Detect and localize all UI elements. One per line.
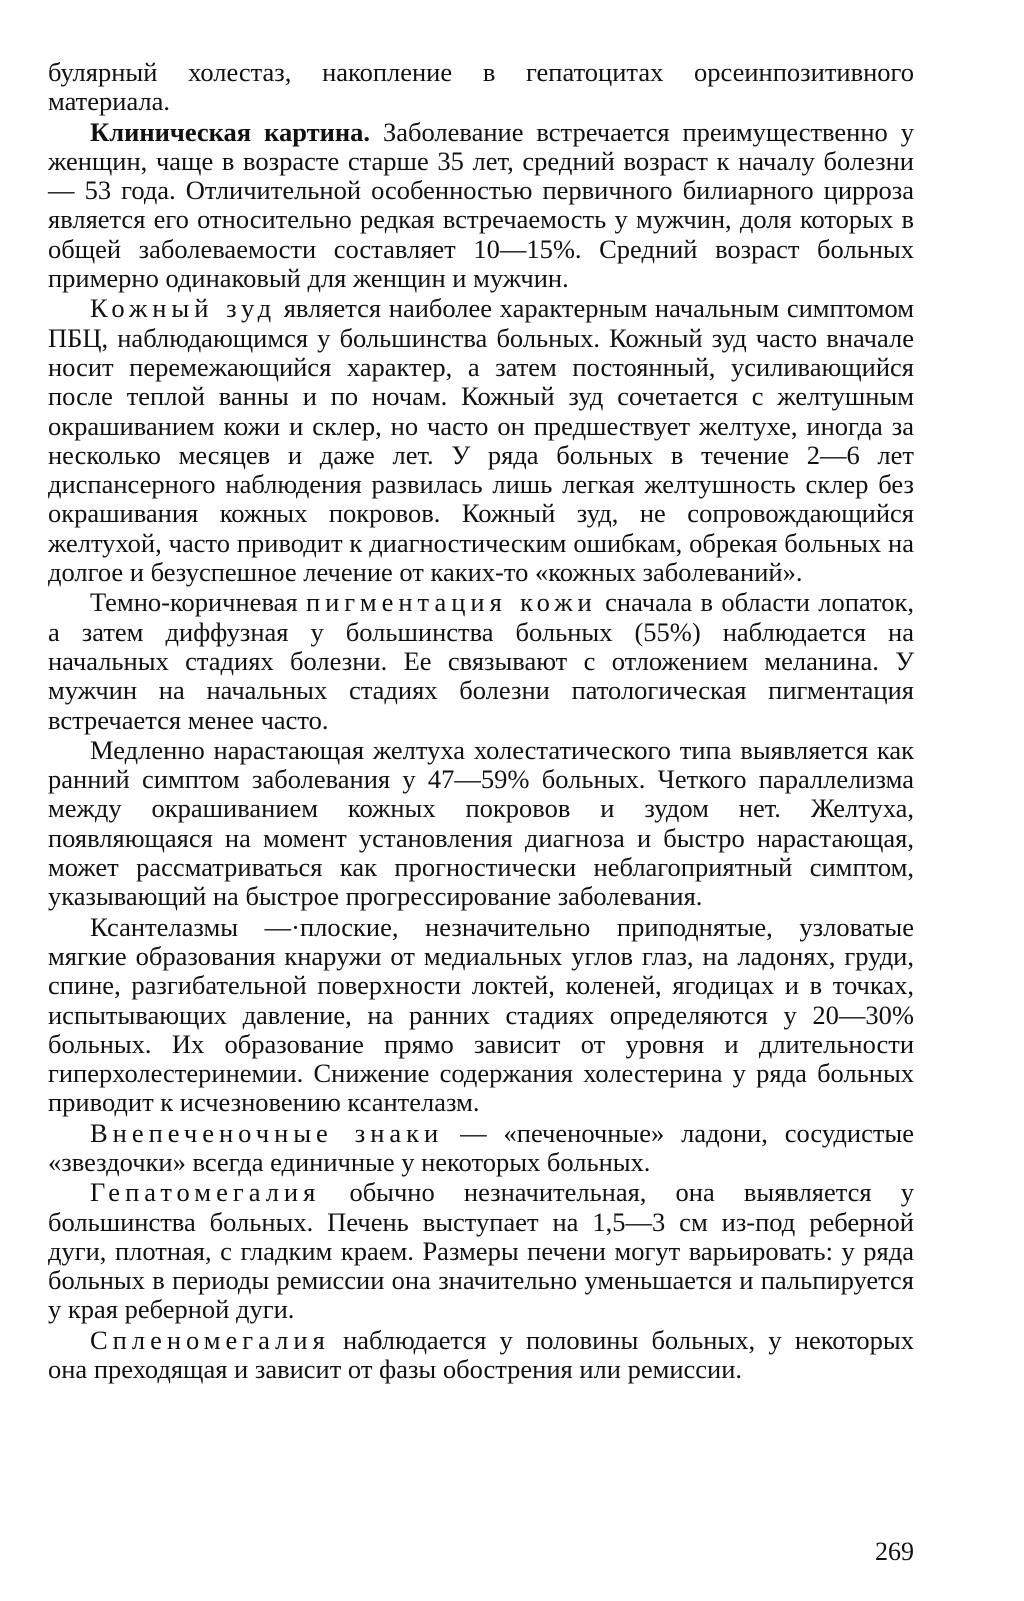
paragraph-jaundice [48,736,914,912]
term-heading: Кожный зуд [90,293,277,324]
paragraph-text: Медленно нарастающая желтуха холестатического типа выявляется как ранний симптом заболевания у 47—59% больных. Четкого параллелизма между окрашиванием кожных покровов и зудом нет. Желтуха, появляющаяся на момент установления диагноза и быстро нарастающая, может рассматриваться как прогностически неблагоприятный симптом, указывающий на быстрое прогрессирование заболевания. [48,734,914,912]
paragraph-text: обычно незначительная, она выявляется у большинства больных. Печень выступает на 1,5—3 см из-под реберной дуги, плотная, с гладким краем. Размеры печени могут варьировать: у ряда больных в периоды ремиссии она значительно уменьшается и пальпируется у края реберной дуги. [48,1177,914,1325]
page-body [48,58,914,1384]
term-heading: Внепеченочные знаки [90,1117,444,1148]
paragraph-text: Заболевание встречается преимущественно у женщин, чаще в возрасте старше 35 лет, средний возраст к началу болезни — 53 года. Отличительной особенностью первичного билиарного цирроза является его относительно редкая встречаемость у мужчин, доля которых в общей заболеваемости составляет 10—15%. Средний возраст больных примерно одинаковый для женщин и мужчин. [48,116,914,294]
paragraph-text: — «печеночные» ладони, сосудистые «звездочки» всегда единичные у некоторых больных. [48,1117,914,1177]
paragraph-continuation [48,58,914,117]
paragraph-splenomegaly [48,1326,914,1385]
section-heading: Клиническая картина. [90,116,371,147]
paragraph-text: булярный холестаз, накопление в гепатоцитах орсеинпозитивного материала. [48,57,914,117]
paragraph-pigmentation [48,588,914,734]
paragraph-itching [48,294,914,587]
page-number: 269 [875,1537,914,1566]
term-heading: пигментация кожи [305,587,597,618]
paragraph-lead: Темно-коричневая [90,587,306,618]
paragraph-text: сначала в области лопаток, а затем диффузная у большинства больных (55%) наблюдается на начальных стадиях болезни. Ее связывают с отложением меланина. У мужчин на начальных стадиях болезни патологическая пигментация встречается менее часто. [48,587,915,735]
paragraph-xanthelasma [48,913,914,1118]
paragraph-text: наблюдается у половины больных, у некоторых она преходящая и зависит от фазы обострения или ремиссии. [48,1324,914,1385]
paragraph-clinical-picture [48,118,914,294]
paragraph-text: является наиболее характерным начальным симптомом ПБЦ, наблюдающимся у большинства больных. Кожный зуд часто вначале носит перемежающийся характер, а затем постоянный, усиливающийся после теплой ванны и по ночам. Кожный зуд сочетается с желтушным окрашиванием кожи и склер, но часто он предшествует желтухе, иногда за несколько месяцев и даже лет. У ряда больных в течение 2—6 лет диспансерного наблюдения развилась лишь легкая желтушность склер без окрашивания кожных покровов. Кожный зуд, не сопровождающийся желтухой, часто приводит к диагностическим ошибкам, обрекая больных на долгое и безуспешное лечение от каких-то «кожных заболеваний». [48,293,914,588]
paragraph-hepatomegaly [48,1178,914,1324]
term-heading: Гепатомегалия [90,1177,321,1208]
paragraph-extrahepatic-signs [48,1119,914,1178]
term-heading: Спленомегалия [90,1324,330,1355]
paragraph-text: Ксантелазмы —·плоские, незначительно приподнятые, узловатые мягкие образования кнаружи от медиальных углов глаз, на ладонях, груди, спине, разгибательной поверхности локтей, коленей, ягодицах и в точках, испытывающих давление, на ранних стадиях определяются у 20—30% больных. Их образование прямо зависит от уровня и длительности гиперхолестеринемии. Снижение содержания холестерина у ряда больных приводит к исчезновению ксантелазм. [48,911,914,1118]
